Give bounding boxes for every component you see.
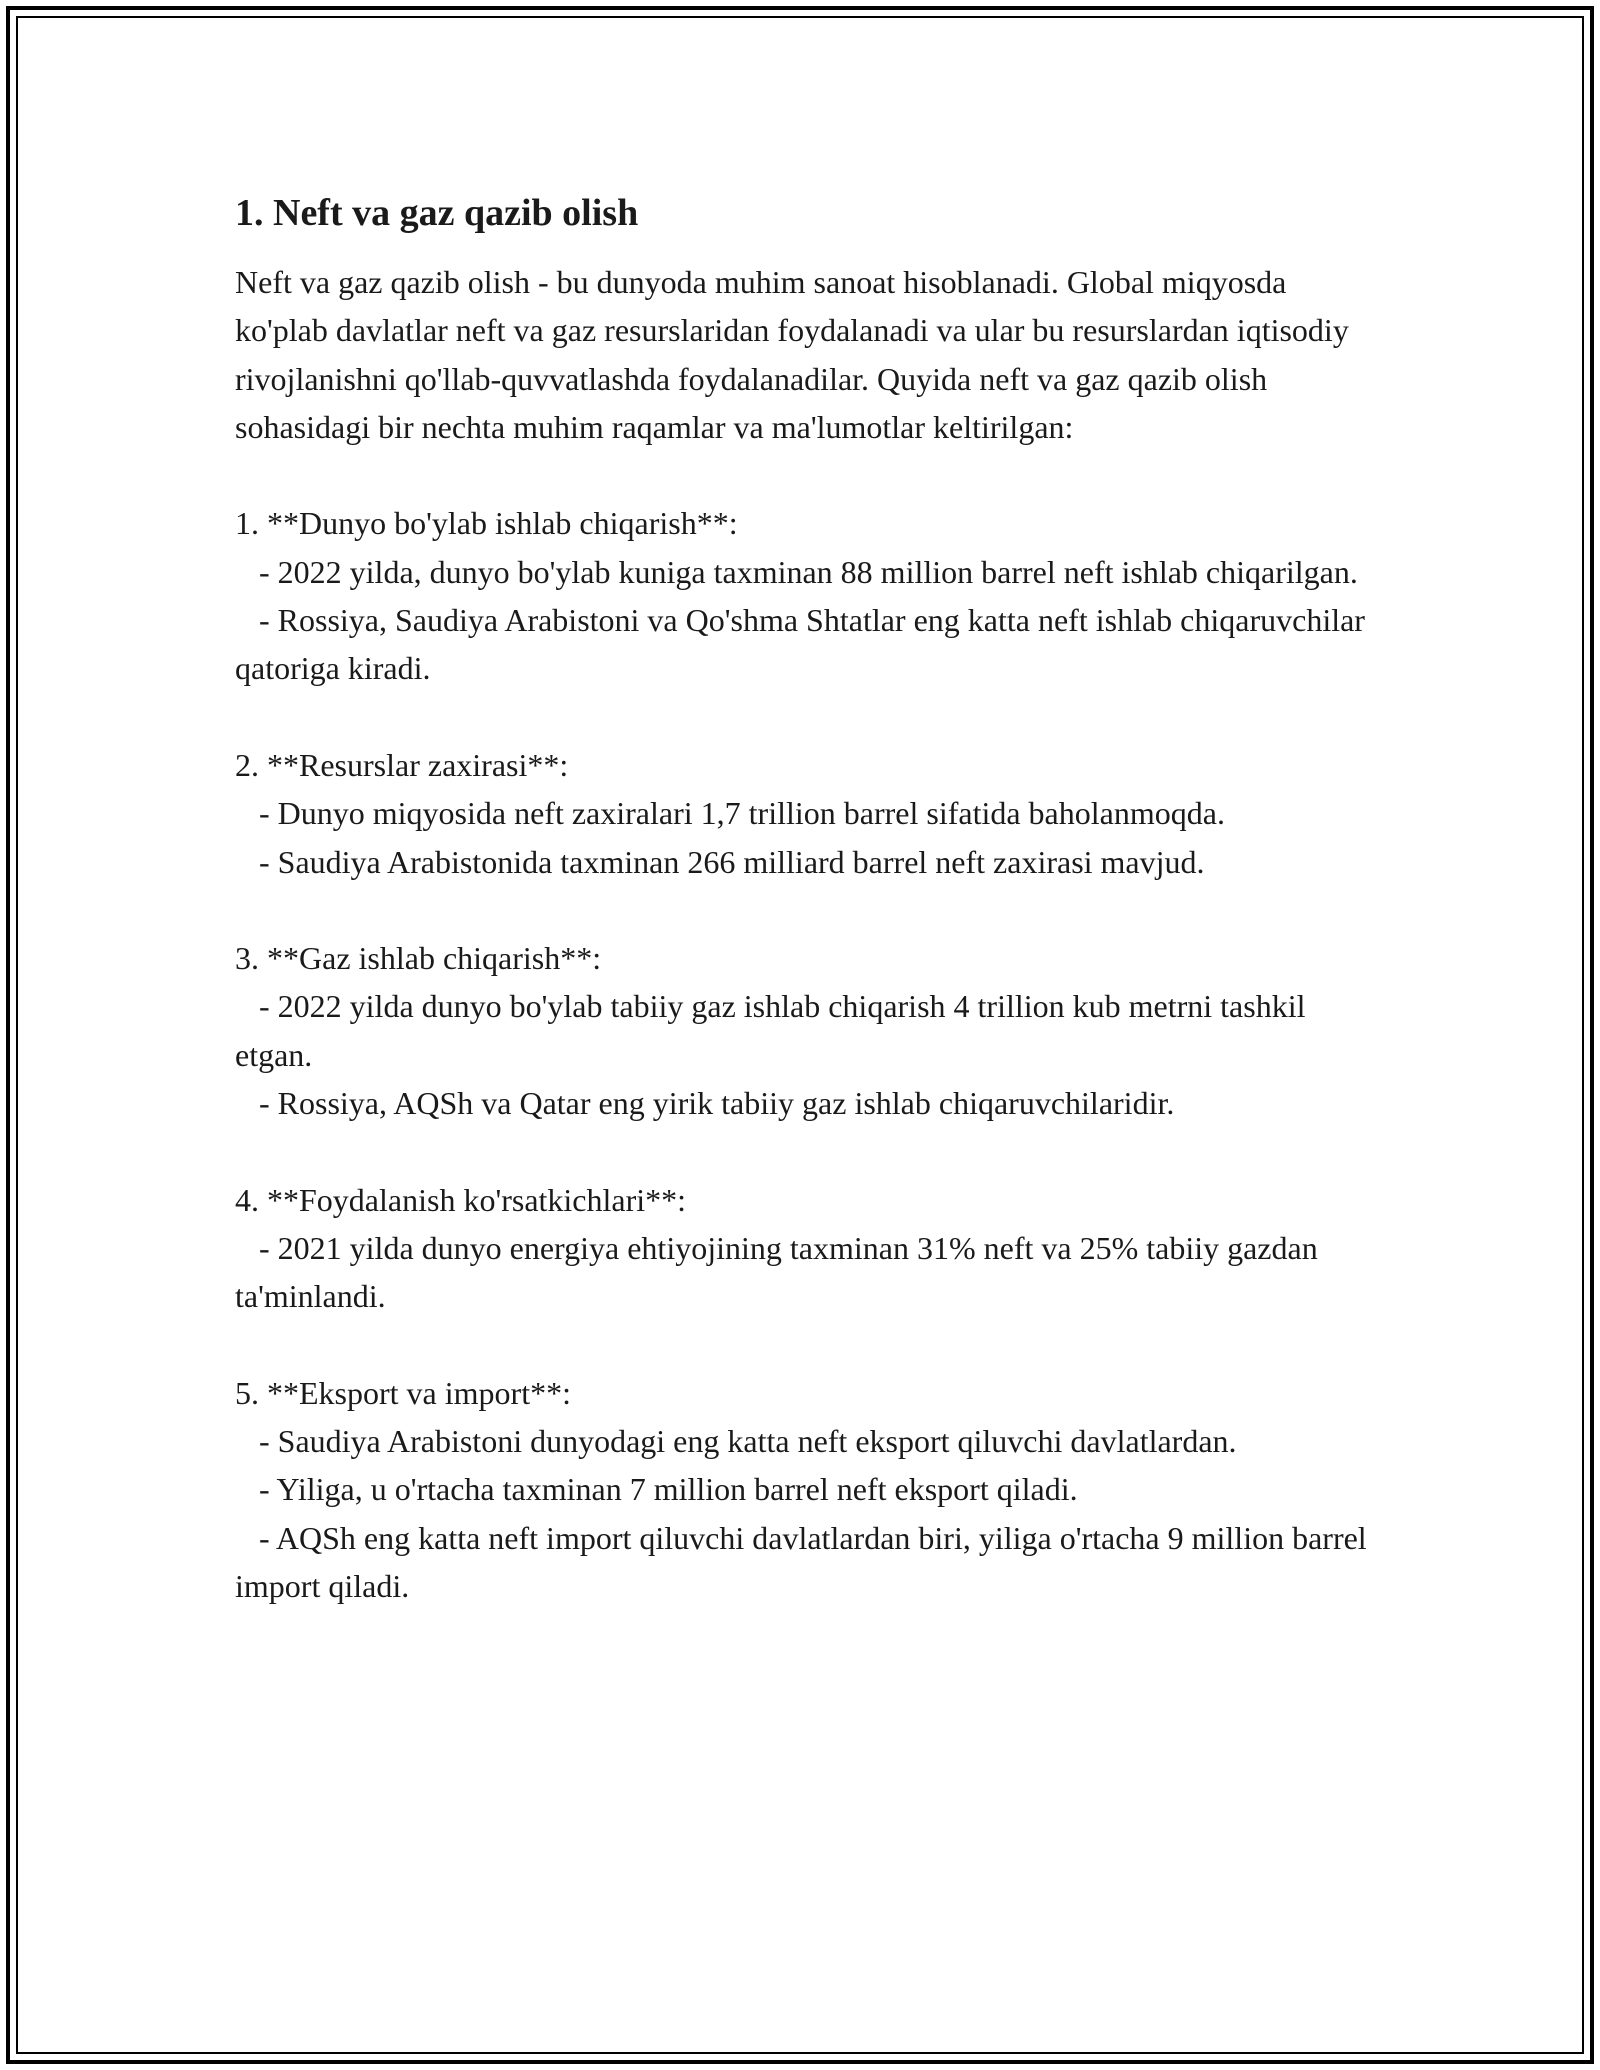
section-list bbox=[235, 499, 1375, 1610]
bullet-item: - Saudiya Arabistonida taxminan 266 milliard barrel neft zaxirasi mavjud. bbox=[235, 843, 1205, 880]
section-gas-production bbox=[235, 934, 1375, 1127]
section-heading: 1. **Dunyo bo'ylab ishlab chiqarish**: bbox=[235, 505, 738, 542]
bullet-item: - Yiliga, u o'rtacha taxminan 7 million barrel neft eksport qiladi. bbox=[235, 1471, 1078, 1508]
bullet-item: - 2022 yilda, dunyo bo'ylab kuniga taxminan 88 million barrel neft ishlab chiqarilgan. bbox=[235, 553, 1358, 590]
section-heading: 5. **Eksport va import**: bbox=[235, 1374, 571, 1411]
section-usage bbox=[235, 1176, 1375, 1321]
bullet-item: - AQSh eng katta neft import qiluvchi davlatlardan biri, yiliga o'rtacha 9 million barrel import qiladi. bbox=[235, 1519, 1375, 1605]
document-body bbox=[235, 188, 1375, 1659]
bullet-item: - Rossiya, Saudiya Arabistoni va Qo'shma Shtatlar eng katta neft ishlab chiqaruvchilar qatoriga kiradi. bbox=[235, 602, 1373, 687]
section-heading: 4. **Foydalanish ko'rsatkichlari**: bbox=[235, 1181, 687, 1218]
document-title: 1. Neft va gaz qazib olish bbox=[235, 192, 639, 234]
bullet-item: - 2021 yilda dunyo energiya ehtiyojining taxminan 31% neft va 25% tabiiy gazdan ta'minlandi. bbox=[235, 1229, 1326, 1315]
bullet-item: - Rossiya, AQSh va Qatar eng yirik tabiiy gaz ishlab chiqaruvchilaridir. bbox=[235, 1085, 1175, 1122]
section-heading: 2. **Resurslar zaxirasi**: bbox=[235, 746, 569, 783]
section-reserves bbox=[235, 741, 1375, 886]
section-export-import bbox=[235, 1369, 1375, 1610]
section-heading: 3. **Gaz ishlab chiqarish**: bbox=[235, 940, 602, 977]
bullet-item: - 2022 yilda dunyo bo'ylab tabiiy gaz ishlab chiqarish 4 trillion kub metrni tashkil etgan. bbox=[235, 988, 1314, 1073]
bullet-item: - Saudiya Arabistoni dunyodagi eng katta neft eksport qiluvchi davlatlardan. bbox=[235, 1423, 1237, 1460]
section-production bbox=[235, 499, 1375, 692]
intro-paragraph: Neft va gaz qazib olish - bu dunyoda muhim sanoat hisoblanadi. Global miqyosda ko'plab davlatlar neft va gaz resurslaridan foydalanadi va ular bu resurslardan iqtisodiy rivojlanishni qo'llab-quvvatlashda foydalanadilar. Quyida neft va gaz qazib olish sohasidagi bir nechta muhim raqamlar va ma'lumotlar keltirilgan: bbox=[235, 264, 1349, 445]
bullet-item: - Dunyo miqyosida neft zaxiralari 1,7 trillion barrel sifatida baholanmoqda. bbox=[235, 795, 1225, 832]
